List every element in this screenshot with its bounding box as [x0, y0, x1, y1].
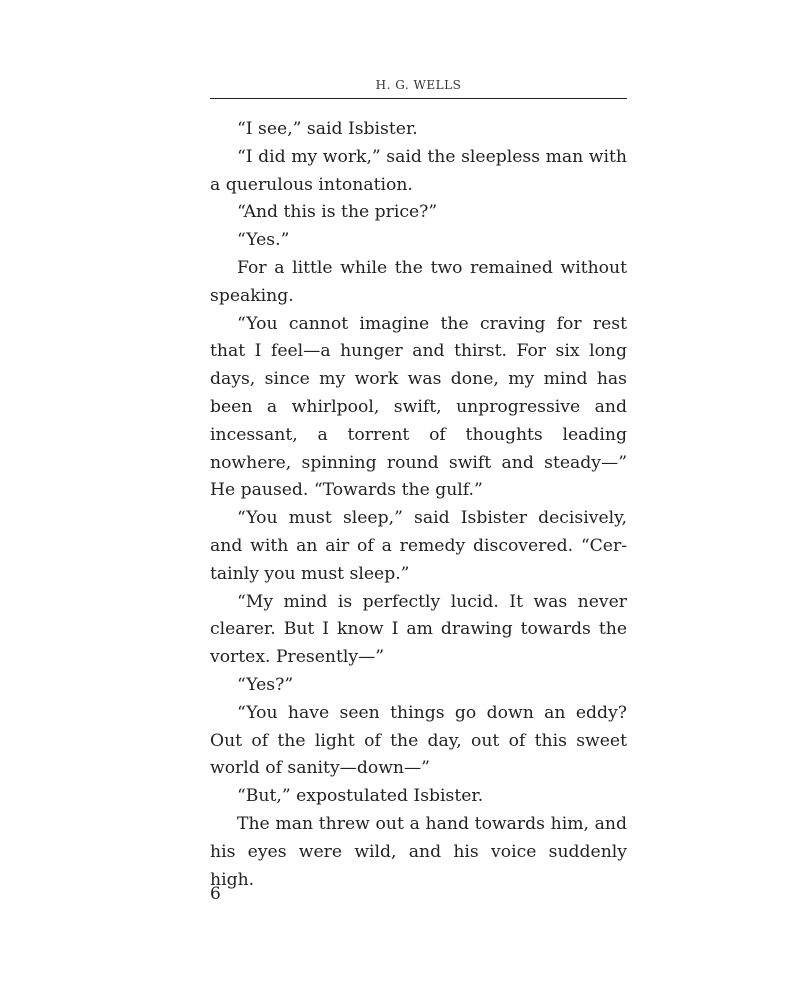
paragraph: The man threw out a hand towards him, and his eyes were wild, and his voice suddenly high.	[210, 813, 627, 890]
paragraph: For a little while the two remained without speaking.	[210, 257, 627, 306]
paragraph: “I see,” said Isbister.	[237, 119, 418, 139]
paragraph: “I did my work,” said the sleepless man with a querulous intonation.	[210, 146, 627, 195]
running-head: H. G. WELLS	[375, 78, 462, 92]
page-number: 6	[210, 884, 221, 904]
paragraph: “And this is the price?”	[237, 202, 438, 223]
paragraph: “You cannot imagine the craving for rest that I feel—a hunger and thirst. For six long days, since my work was done, my mind has been a whirlpool, swift, unprogressive and incessant, a torrent of thoughts leading nowhere, spinning round swift and steady—” He paused. “Towards the gulf.”	[210, 313, 627, 501]
header-rule	[210, 98, 627, 99]
paragraph: “You must sleep,” said Isbister decisively, and with an air of a remedy discovered. “Certainly you must sleep.”	[210, 508, 627, 584]
paragraph: “My mind is perfectly lucid. It was never clearer. But I know I am drawing towards the vortex. Presently—”	[210, 591, 627, 668]
paragraph: “Yes.”	[237, 230, 290, 251]
paragraph: “But,” expostulated Isbister.	[237, 786, 484, 807]
body-text	[210, 116, 627, 894]
paragraph: “You have seen things go down an eddy? Out of the light of the day, out of this sweet world of sanity—down—”	[210, 702, 627, 779]
paragraph: “Yes?”	[237, 674, 294, 695]
